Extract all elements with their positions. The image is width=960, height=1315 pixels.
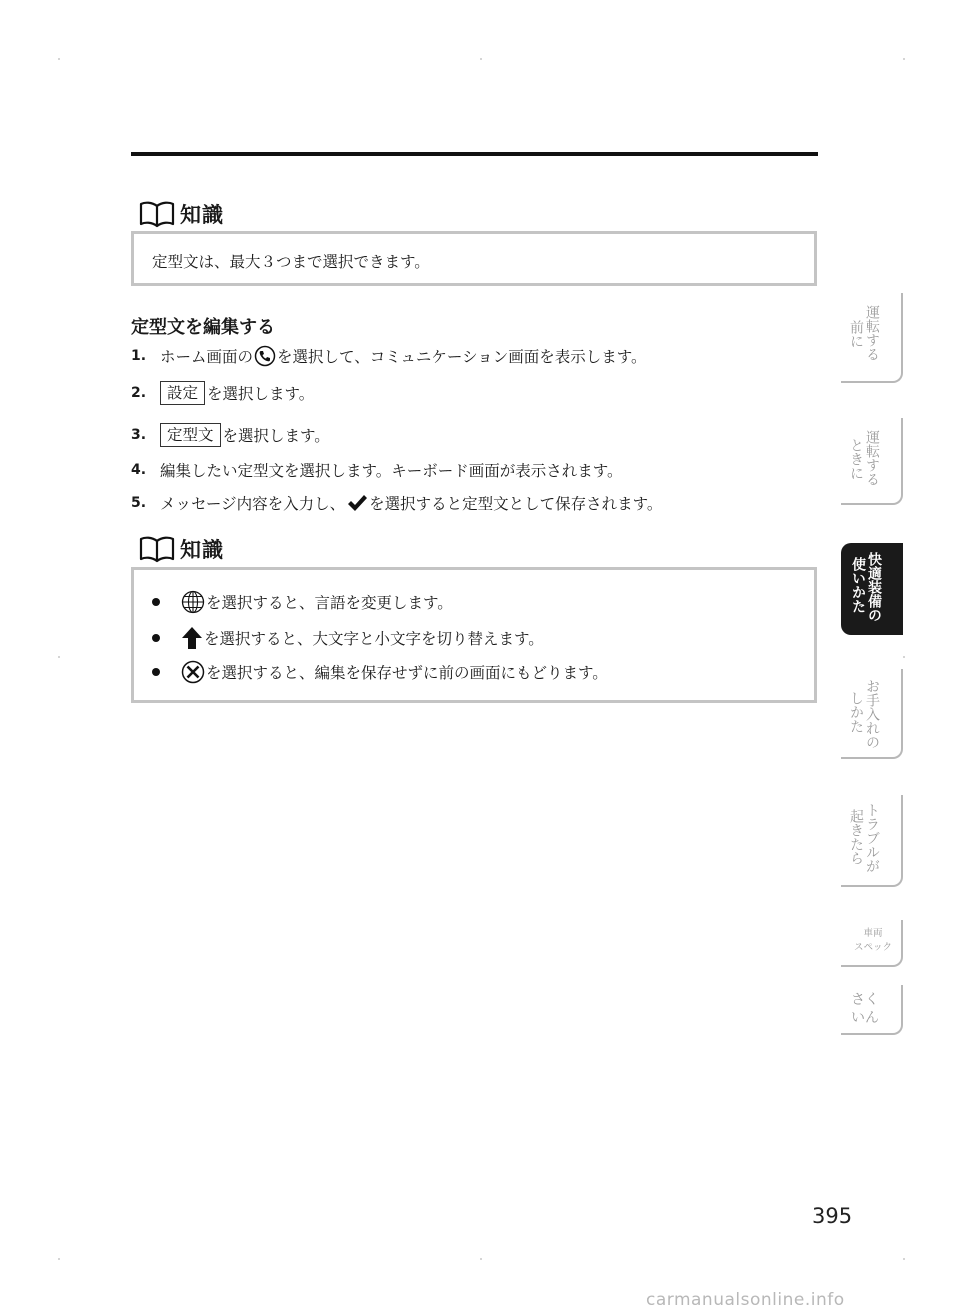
watermark: carmanualsonline.info	[646, 1290, 845, 1310]
tab-label: 運転する	[864, 305, 880, 361]
tab-before-driving[interactable]	[841, 293, 903, 383]
cancel-x-icon	[181, 660, 205, 684]
note-text: 定型文は、最大３つまで選択できます。	[152, 253, 430, 271]
list-item-text: を選択すると、言語を変更します。	[206, 594, 453, 612]
checkmark-icon	[346, 493, 368, 513]
page-number: 395	[812, 1204, 853, 1228]
tab-label: しかた	[848, 691, 864, 733]
tab-label: 車両	[863, 928, 883, 939]
tab-label: お手入れの	[864, 679, 880, 749]
step-number: 2.	[131, 385, 147, 401]
crop-mark	[58, 58, 60, 60]
crop-mark	[903, 58, 905, 60]
tab-label: 使いかた	[850, 557, 866, 613]
tab-label: 起きたら	[848, 809, 864, 865]
tab-label: さく	[851, 992, 879, 1008]
step-number: 3.	[131, 427, 147, 443]
tab-index[interactable]	[841, 985, 903, 1035]
tab-while-driving[interactable]	[841, 418, 903, 505]
step-text: を選択して、コミュニケーション画面を表示します。	[277, 348, 647, 366]
crop-mark	[58, 1258, 60, 1260]
step-5	[131, 492, 662, 514]
step-4	[131, 459, 623, 481]
tab-label: いん	[851, 1010, 879, 1026]
shift-arrow-icon	[181, 626, 203, 650]
step-number: 1.	[131, 348, 147, 364]
step-number: 5.	[131, 495, 147, 511]
note-box	[131, 567, 817, 703]
step-2	[131, 381, 314, 405]
note-box	[131, 231, 817, 286]
tab-label: 運転する	[864, 430, 880, 486]
step-text: を選択します。	[207, 385, 315, 403]
knowledge-heading	[138, 198, 224, 230]
open-book-icon	[138, 535, 176, 563]
tab-label: 快適装備の	[866, 552, 882, 622]
step-text: を選択します。	[222, 427, 330, 445]
tab-label: スペック	[853, 942, 892, 953]
open-book-icon	[138, 200, 176, 228]
section-title: 定型文を編集する	[131, 317, 275, 338]
tab-comfort-equipment[interactable]	[841, 543, 903, 635]
globe-icon	[181, 590, 205, 614]
crop-mark	[58, 656, 60, 658]
step-1	[131, 345, 647, 367]
template-text-button[interactable]: 定型文	[160, 423, 221, 447]
list-item-text: を選択すると、大文字と小文字を切り替えます。	[204, 630, 544, 648]
top-rule	[131, 152, 818, 156]
knowledge-label: 知識	[180, 203, 224, 227]
step-text: ホーム画面の	[160, 348, 254, 366]
knowledge-heading	[138, 533, 224, 565]
bullet-dot	[152, 598, 160, 606]
step-3	[131, 423, 330, 447]
tab-troubleshooting[interactable]	[841, 795, 903, 887]
crop-mark	[480, 1258, 482, 1260]
list-item	[152, 660, 608, 684]
crop-mark	[480, 58, 482, 60]
settings-button[interactable]: 設定	[160, 381, 205, 405]
tab-label: 前に	[848, 320, 864, 348]
bullet-dot	[152, 634, 160, 642]
step-text: 編集したい定型文を選択します。キーボード画面が表示されます。	[160, 462, 623, 480]
step-text: を選択すると定型文として保存されます。	[369, 495, 663, 513]
bullet-dot	[152, 668, 160, 676]
step-text: メッセージ内容を入力し、	[160, 495, 346, 513]
tab-label: トラブルが	[864, 803, 880, 873]
crop-mark	[903, 1258, 905, 1260]
knowledge-label: 知識	[180, 538, 224, 562]
list-item	[152, 590, 453, 614]
step-number: 4.	[131, 462, 147, 478]
tab-label: ときに	[848, 438, 864, 480]
tab-vehicle-specs[interactable]	[841, 920, 903, 967]
tab-maintenance[interactable]	[841, 669, 903, 759]
crop-mark	[903, 656, 905, 658]
phone-icon	[254, 345, 276, 367]
list-item-text: を選択すると、編集を保存せずに前の画面にもどります。	[206, 664, 608, 682]
list-item	[152, 626, 544, 650]
